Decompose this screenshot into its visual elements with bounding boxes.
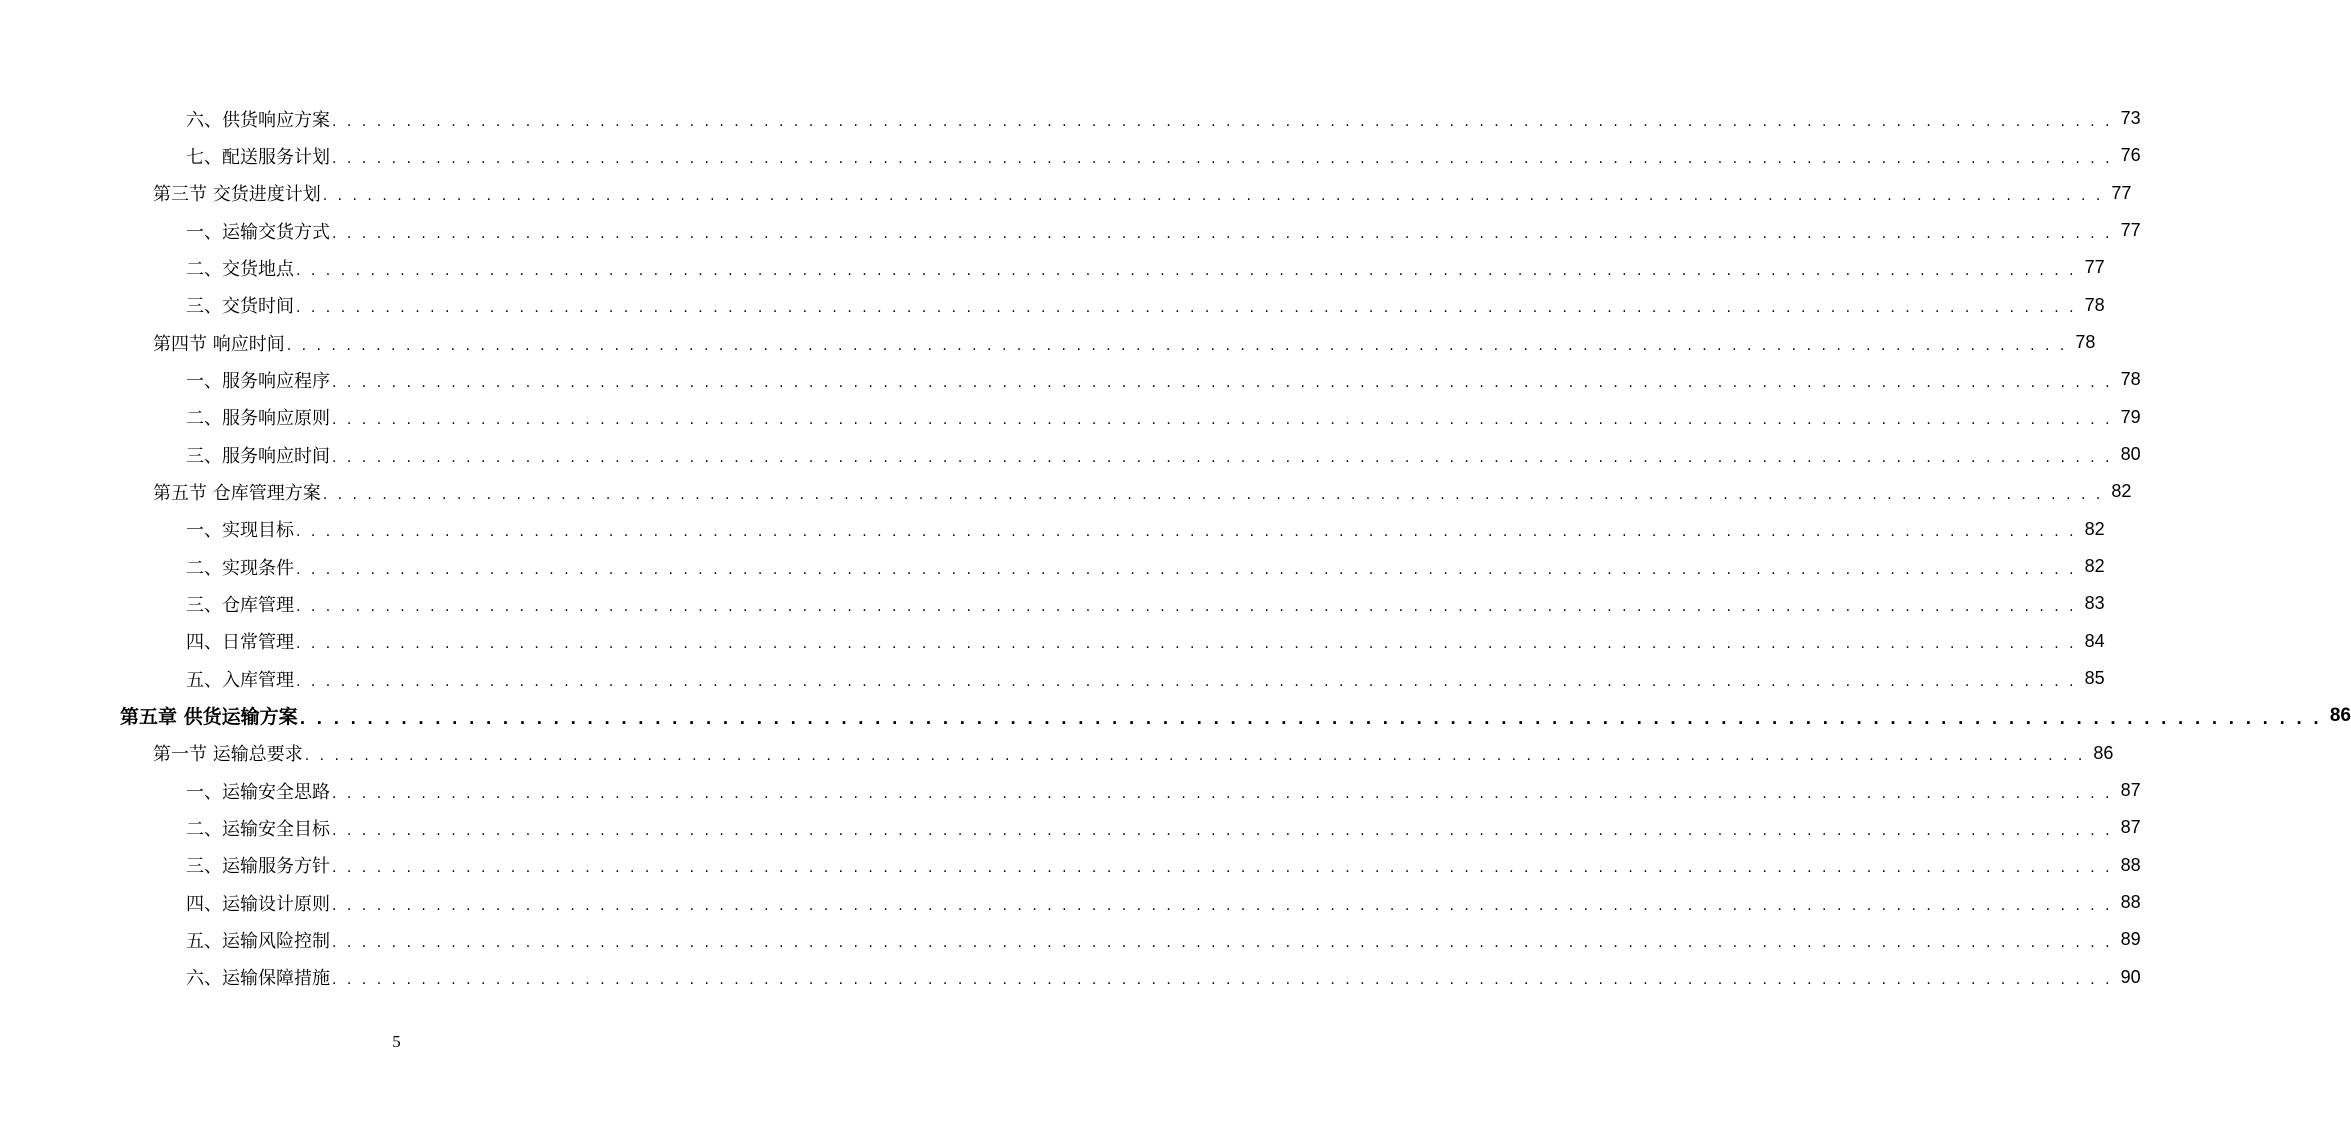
toc-entry-title: 第四节 响应时间	[153, 333, 285, 355]
toc-entry-title: 第五章 供货运输方案	[120, 706, 298, 729]
toc-entry-page-number: 87	[2120, 817, 2141, 838]
toc-item-entry[interactable]	[0, 137, 2141, 174]
toc-entry-page-number: 78	[2084, 294, 2105, 315]
toc-entry-title: 第五节 仓库管理方案	[153, 482, 321, 504]
toc-entry-page-number: 88	[2120, 892, 2141, 913]
toc-item-entry[interactable]	[0, 623, 2105, 660]
dot-leader: . . . . . . . . . . . . . . . . . . . . . . . . . . . . . . . . . . . . . . . . . . . . . . . . . . . . . . . . . . . . . . . . . . . . . . . . . . . . . . . . . . . . . . . . . . . . . . . . . . . . . . . . . . . . . . . . . . . . . . . .	[332, 412, 2113, 429]
toc-entry-title: 三、仓库管理	[186, 594, 294, 616]
dot-leader: . . . . . . . . . . . . . . . . . . . . . . . . . . . . . . . . . . . . . . . . . . . . . . . . . . . . . . . . . . . . . . . . . . . . . . . . . . . . . . . . . . . . . . . . . . . . . . . . . . . . . . . . . . . . . . . . . . . . . . . .	[322, 188, 2104, 205]
toc-entry-title: 三、交货时间	[186, 296, 294, 318]
toc-item-entry[interactable]	[0, 436, 2141, 473]
toc-entry-page-number: 82	[2111, 481, 2132, 502]
toc-entry-page-number: 76	[2120, 145, 2141, 166]
toc-entry-title: 二、服务响应原则	[186, 408, 330, 430]
dot-leader: . . . . . . . . . . . . . . . . . . . . . . . . . . . . . . . . . . . . . . . . . . . . . . . . . . . . . . . . . . . . . . . . . . . . . . . . . . . . . . . . . . . . . . . . . . . . . . . . . . . . . . . . . . . . . . . . . . . . . . . .	[332, 374, 2113, 391]
toc-item-entry[interactable]	[0, 847, 2141, 884]
toc-entry-page-number: 89	[2120, 929, 2141, 950]
toc-item-entry[interactable]	[0, 884, 2141, 921]
toc-section-entry[interactable]	[0, 175, 2132, 212]
dot-leader: . . . . . . . . . . . . . . . . . . . . . . . . . . . . . . . . . . . . . . . . . . . . . . . . . . . . . . . . . . . . . . . . . . . . . . . . . . . . . . . . . . . . . . . . . . . . . . . . . . . . . . . . . . . . . . . . . . . . . . . .	[296, 673, 2077, 690]
toc-entry-page-number: 78	[2075, 332, 2096, 353]
toc-section-entry[interactable]	[0, 324, 2096, 361]
toc-entry-page-number: 86	[2093, 742, 2114, 763]
toc-entry-page-number: 90	[2120, 966, 2141, 987]
dot-leader: . . . . . . . . . . . . . . . . . . . . . . . . . . . . . . . . . . . . . . . . . . . . . . . . . . . . . . . . . . . . . . . . . . . . . . . . . . . . . . . . . . . . . . . . . . . . . . . . . . . . . . . . . . . . . . . . . . . . . . . .	[304, 748, 2086, 765]
toc-entry-title: 六、供货响应方案	[186, 109, 330, 131]
toc-section-entry[interactable]	[0, 735, 2114, 772]
toc-entry-page-number: 77	[2084, 257, 2105, 278]
dot-leader: . . . . . . . . . . . . . . . . . . . . . . . . . . . . . . . . . . . . . . . . . . . . . . . . . . . . . . . . . . . . . . . . . . . . . . . . . . . . . . . . . . . . . . . . . . . . . . . . . . . . . . . . . . . . . . . . . . . . . . . .	[332, 225, 2113, 242]
dot-leader: . . . . . . . . . . . . . . . . . . . . . . . . . . . . . . . . . . . . . . . . . . . . . . . . . . . . . . . . . . . . . . . . . . . . . . . . . . . . . . . . . . . . . . . . . . . . . . . . . . . . . . . . . . . . . . . . . . . . . . . .	[322, 486, 2104, 503]
toc-entry-title: 一、运输交货方式	[186, 221, 330, 243]
dot-leader: . . . . . . . . . . . . . . . . . . . . . . . . . . . . . . . . . . . . . . . . . . . . . . . . . . . . . . . . . . . . . . . . . . . . . . . . . . . . . . . . . . . . . . . . . . . . . . . . . . . . . . . . . . . . . . . . . . . . . . . .	[332, 897, 2113, 914]
toc-entry-title: 一、服务响应程序	[186, 370, 330, 392]
toc-item-entry[interactable]	[0, 361, 2141, 398]
toc-entry-page-number: 86	[2329, 704, 2351, 726]
toc-entry-page-number: 78	[2120, 369, 2141, 390]
toc-entry-page-number: 79	[2120, 406, 2141, 427]
toc-entry-title: 一、实现目标	[186, 520, 294, 542]
toc-entry-page-number: 85	[2084, 668, 2105, 689]
toc-entry-page-number: 77	[2111, 182, 2132, 203]
toc-entry-title: 五、运输风险控制	[186, 930, 330, 952]
toc-entry-title: 六、运输保障措施	[186, 968, 330, 990]
dot-leader: . . . . . . . . . . . . . . . . . . . . . . . . . . . . . . . . . . . . . . . . . . . . . . . . . . . . . . . . . . . . . . . . . . . . . . . . . . . . . . . . . . . . . . . . . . . . . . . . . . . . . . . . . . . . . . . . . . . . . . . .	[296, 524, 2077, 541]
toc-item-entry[interactable]	[0, 660, 2105, 697]
toc-entry-page-number: 77	[2120, 220, 2141, 241]
dot-leader: . . . . . . . . . . . . . . . . . . . . . . . . . . . . . . . . . . . . . . . . . . . . . . . . . . . . . . . . . . . . . . . . . . . . . . . . . . . . . . . . . . . . . . . . . . . . . . . . . . . . . . . . . . . . . . . . . . . . . . . .	[332, 860, 2113, 877]
dot-leader: . . . . . . . . . . . . . . . . . . . . . . . . . . . . . . . . . . . . . . . . . . . . . . . . . . . . . . . . . . . . . . . . . . . . . . . . . . . . . . . . . . . . . . . . . . . . . . . . . . . . . . . . . . . . . . . . . . . . . . . .	[332, 934, 2113, 951]
table-of-contents	[0, 100, 2351, 996]
toc-item-entry[interactable]	[0, 585, 2105, 622]
toc-entry-page-number: 82	[2084, 518, 2105, 539]
page-number: 5	[392, 1032, 401, 1051]
dot-leader: . . . . . . . . . . . . . . . . . . . . . . . . . . . . . . . . . . . . . . . . . . . . . . . . . . . . . . . . . . . . . . . . . . . . . . . . . . . . . . . . . . . . . . . . . . . . . . . . . . . . . . . . . . . . . . . . . . . . . . . .	[299, 709, 2322, 728]
toc-entry-title: 第三节 交货进度计划	[153, 184, 321, 206]
toc-entry-page-number: 87	[2120, 780, 2141, 801]
toc-entry-page-number: 83	[2084, 593, 2105, 614]
toc-entry-title: 三、运输服务方针	[186, 856, 330, 878]
toc-entry-title: 四、日常管理	[186, 632, 294, 654]
toc-item-entry[interactable]	[0, 548, 2105, 585]
toc-entry-page-number: 82	[2084, 556, 2105, 577]
dot-leader: . . . . . . . . . . . . . . . . . . . . . . . . . . . . . . . . . . . . . . . . . . . . . . . . . . . . . . . . . . . . . . . . . . . . . . . . . . . . . . . . . . . . . . . . . . . . . . . . . . . . . . . . . . . . . . . . . . . . . . . .	[296, 636, 2077, 653]
toc-entry-page-number: 84	[2084, 630, 2105, 651]
toc-entry-title: 五、入库管理	[186, 669, 294, 691]
dot-leader: . . . . . . . . . . . . . . . . . . . . . . . . . . . . . . . . . . . . . . . . . . . . . . . . . . . . . . . . . . . . . . . . . . . . . . . . . . . . . . . . . . . . . . . . . . . . . . . . . . . . . . . . . . . . . . . . . . . . . . . .	[296, 300, 2077, 317]
toc-entry-title: 二、实现条件	[186, 557, 294, 579]
toc-item-entry[interactable]	[0, 809, 2141, 846]
dot-leader: . . . . . . . . . . . . . . . . . . . . . . . . . . . . . . . . . . . . . . . . . . . . . . . . . . . . . . . . . . . . . . . . . . . . . . . . . . . . . . . . . . . . . . . . . . . . . . . . . . . . . . . . . . . . . . . . . . . . . . . .	[332, 785, 2113, 802]
dot-leader: . . . . . . . . . . . . . . . . . . . . . . . . . . . . . . . . . . . . . . . . . . . . . . . . . . . . . . . . . . . . . . . . . . . . . . . . . . . . . . . . . . . . . . . . . . . . . . . . . . . . . . . . . . . . . . . . . . . . . . . .	[332, 972, 2113, 989]
dot-leader: . . . . . . . . . . . . . . . . . . . . . . . . . . . . . . . . . . . . . . . . . . . . . . . . . . . . . . . . . . . . . . . . . . . . . . . . . . . . . . . . . . . . . . . . . . . . . . . . . . . . . . . . . . . . . . . . . . . . . . . .	[296, 598, 2077, 615]
toc-entry-title: 一、运输安全思路	[186, 781, 330, 803]
dot-leader: . . . . . . . . . . . . . . . . . . . . . . . . . . . . . . . . . . . . . . . . . . . . . . . . . . . . . . . . . . . . . . . . . . . . . . . . . . . . . . . . . . . . . . . . . . . . . . . . . . . . . . . . . . . . . . . . . . . . . . . .	[332, 113, 2113, 130]
toc-item-entry[interactable]	[0, 772, 2141, 809]
toc-entry-page-number: 73	[2120, 108, 2141, 129]
toc-item-entry[interactable]	[0, 212, 2141, 249]
toc-section-entry[interactable]	[0, 473, 2132, 510]
toc-entry-title: 第一节 运输总要求	[153, 744, 303, 766]
toc-entry-title: 二、交货地点	[186, 258, 294, 280]
toc-item-entry[interactable]	[0, 959, 2141, 996]
toc-entry-page-number: 88	[2120, 854, 2141, 875]
toc-entry-page-number: 80	[2120, 444, 2141, 465]
toc-entry-title: 三、服务响应时间	[186, 445, 330, 467]
dot-leader: . . . . . . . . . . . . . . . . . . . . . . . . . . . . . . . . . . . . . . . . . . . . . . . . . . . . . . . . . . . . . . . . . . . . . . . . . . . . . . . . . . . . . . . . . . . . . . . . . . . . . . . . . . . . . . . . . . . . . . . .	[332, 150, 2113, 167]
toc-item-entry[interactable]	[0, 511, 2105, 548]
toc-item-entry[interactable]	[0, 921, 2141, 958]
toc-entry-title: 七、配送服务计划	[186, 146, 330, 168]
dot-leader: . . . . . . . . . . . . . . . . . . . . . . . . . . . . . . . . . . . . . . . . . . . . . . . . . . . . . . . . . . . . . . . . . . . . . . . . . . . . . . . . . . . . . . . . . . . . . . . . . . . . . . . . . . . . . . . . . . . . . . . .	[332, 822, 2113, 839]
toc-item-entry[interactable]	[0, 399, 2141, 436]
toc-item-entry[interactable]	[0, 100, 2141, 137]
dot-leader: . . . . . . . . . . . . . . . . . . . . . . . . . . . . . . . . . . . . . . . . . . . . . . . . . . . . . . . . . . . . . . . . . . . . . . . . . . . . . . . . . . . . . . . . . . . . . . . . . . . . . . . . . . . . . . . . . . . . . . . .	[332, 449, 2113, 466]
dot-leader: . . . . . . . . . . . . . . . . . . . . . . . . . . . . . . . . . . . . . . . . . . . . . . . . . . . . . . . . . . . . . . . . . . . . . . . . . . . . . . . . . . . . . . . . . . . . . . . . . . . . . . . . . . . . . . . . . . . . . . . .	[296, 262, 2077, 279]
toc-entry-title: 四、运输设计原则	[186, 893, 330, 915]
toc-item-entry[interactable]	[0, 287, 2105, 324]
toc-chapter-entry[interactable]	[0, 697, 2351, 734]
dot-leader: . . . . . . . . . . . . . . . . . . . . . . . . . . . . . . . . . . . . . . . . . . . . . . . . . . . . . . . . . . . . . . . . . . . . . . . . . . . . . . . . . . . . . . . . . . . . . . . . . . . . . . . . . . . . . . . . . . . . . . . .	[296, 561, 2077, 578]
toc-entry-title: 二、运输安全目标	[186, 818, 330, 840]
dot-leader: . . . . . . . . . . . . . . . . . . . . . . . . . . . . . . . . . . . . . . . . . . . . . . . . . . . . . . . . . . . . . . . . . . . . . . . . . . . . . . . . . . . . . . . . . . . . . . . . . . . . . . . . . . . . . . . . . . . . . . . .	[286, 337, 2068, 354]
toc-item-entry[interactable]	[0, 249, 2105, 286]
